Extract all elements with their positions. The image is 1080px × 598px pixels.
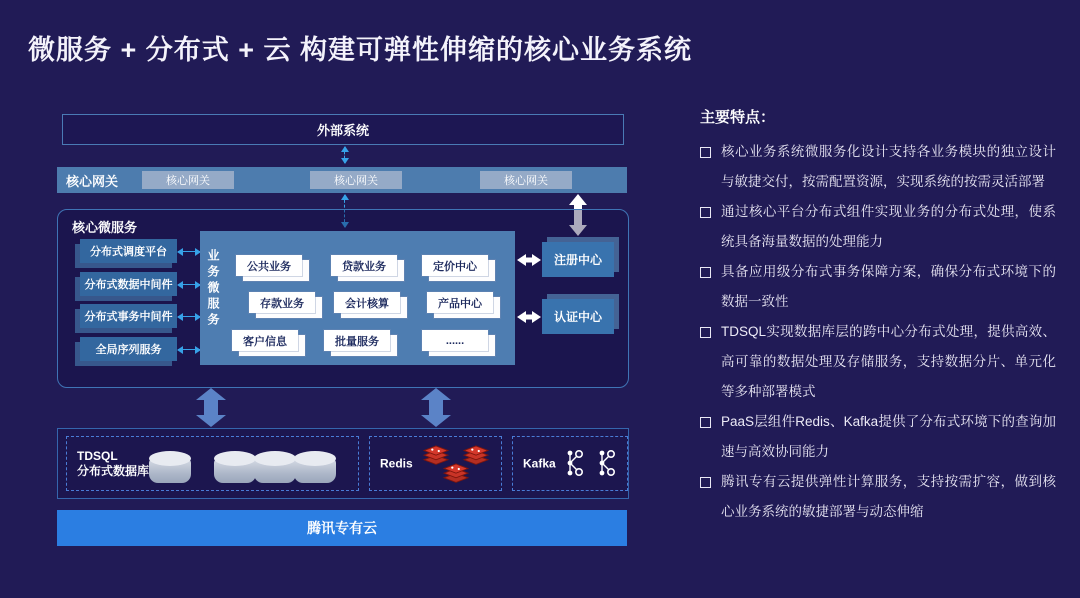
middleware-box: 全局序列服务 bbox=[80, 337, 177, 361]
double-headed-block-arrow-icon bbox=[517, 254, 541, 266]
middleware-box: 分布式数据中间件 bbox=[80, 272, 177, 296]
square-bullet-icon bbox=[700, 207, 711, 218]
tdsql-desc: 分布式数据库 bbox=[77, 463, 150, 478]
database-cylinder-icon bbox=[214, 459, 256, 483]
kafka-nodes-icon bbox=[565, 448, 585, 478]
double-headed-block-arrow-icon bbox=[420, 388, 452, 427]
feature-text: TDSQL实现数据库层的跨中心分布式处理，提供高效、高可靠的数据处理及存储服务，支持数据分片、单元化等多种部署模式 bbox=[721, 324, 1056, 399]
gateway-bar-label: 核心网关 bbox=[66, 173, 119, 189]
external-systems-box: 外部系统 bbox=[62, 114, 624, 145]
feature-text: 核心业务系统微服务化设计支持各业务模块的独立设计与敏捷交付，按需配置资源，实现系统的按需灵活部署 bbox=[721, 144, 1056, 189]
double-headed-thin-arrow-icon bbox=[178, 251, 200, 252]
kafka-label: Kafka bbox=[523, 456, 556, 470]
double-headed-thin-arrow-icon bbox=[344, 147, 345, 163]
redis-label: Redis bbox=[380, 456, 413, 470]
feature-item bbox=[700, 317, 1056, 407]
square-bullet-icon bbox=[700, 147, 711, 158]
database-cylinder-icon bbox=[294, 459, 336, 483]
gateway-node: 核心网关 bbox=[310, 171, 402, 189]
redis-box bbox=[369, 436, 502, 491]
database-cylinder-icon bbox=[149, 459, 191, 483]
business-module-box: 公共业务 bbox=[236, 255, 302, 276]
double-headed-block-arrow-icon bbox=[517, 311, 541, 323]
feature-text: 腾讯专有云提供弹性计算服务，支持按需扩容，做到核心业务系统的敏捷部署与动态伸缩 bbox=[721, 474, 1056, 519]
business-panel-vertical-label: 业务微服务 bbox=[206, 249, 220, 329]
double-headed-thin-arrow-icon bbox=[178, 316, 200, 317]
business-module-box: 批量服务 bbox=[324, 330, 390, 351]
double-headed-thin-arrow-icon bbox=[178, 284, 200, 285]
double-headed-block-arrow-icon bbox=[195, 388, 227, 427]
tdsql-box bbox=[66, 436, 359, 491]
database-cylinder-icon bbox=[254, 459, 296, 483]
features-heading: 主要特点： bbox=[700, 109, 776, 126]
square-bullet-icon bbox=[700, 417, 711, 428]
auth-center-box: 认证中心 bbox=[542, 299, 614, 334]
feature-item bbox=[700, 137, 1056, 197]
feature-text: PaaS层组件Redis、Kafka提供了分布式环境下的查询加速与高效协同能力 bbox=[721, 414, 1056, 459]
square-bullet-icon bbox=[700, 327, 711, 338]
feature-item bbox=[700, 257, 1056, 317]
tencent-cloud-bar: 腾讯专有云 bbox=[57, 510, 627, 546]
gateway-node: 核心网关 bbox=[142, 171, 234, 189]
kafka-nodes-icon bbox=[597, 448, 617, 478]
square-bullet-icon bbox=[700, 267, 711, 278]
core-gateway-bar bbox=[57, 167, 627, 193]
business-module-box: 产品中心 bbox=[427, 292, 493, 313]
feature-item bbox=[700, 407, 1056, 467]
feature-text: 通过核心平台分布式组件实现业务的分布式处理，使系统具备海量数据的处理能力 bbox=[721, 204, 1056, 249]
tdsql-label bbox=[77, 449, 149, 479]
business-module-box: 贷款业务 bbox=[331, 255, 397, 276]
gateway-node: 核心网关 bbox=[480, 171, 572, 189]
business-module-box: 存款业务 bbox=[249, 292, 315, 313]
data-layer-box bbox=[57, 428, 629, 499]
square-bullet-icon bbox=[700, 477, 711, 488]
business-module-box: 会计核算 bbox=[334, 292, 400, 313]
redis-stack-icon bbox=[442, 463, 470, 487]
business-microservices-panel bbox=[200, 231, 515, 365]
kafka-box bbox=[512, 436, 628, 491]
feature-text: 具备应用级分布式事务保障方案，确保分布式环境下的数据一致性 bbox=[721, 264, 1056, 309]
registry-center-box: 注册中心 bbox=[542, 242, 614, 277]
double-headed-thin-arrow-icon bbox=[178, 349, 200, 350]
middleware-box: 分布式调度平台 bbox=[80, 239, 177, 263]
core-microservices-label: 核心微服务 bbox=[72, 220, 138, 235]
middleware-box: 分布式事务中间件 bbox=[80, 304, 177, 328]
feature-item bbox=[700, 467, 1056, 527]
features-panel bbox=[700, 103, 1056, 527]
tdsql-name: TDSQL bbox=[77, 448, 118, 463]
business-module-box: 客户信息 bbox=[232, 330, 298, 351]
feature-item bbox=[700, 197, 1056, 257]
page-title: 微服务 + 分布式 + 云 构建可弹性伸缩的核心业务系统 bbox=[28, 35, 693, 65]
business-module-box: ...... bbox=[422, 330, 488, 351]
business-module-box: 定价中心 bbox=[422, 255, 488, 276]
